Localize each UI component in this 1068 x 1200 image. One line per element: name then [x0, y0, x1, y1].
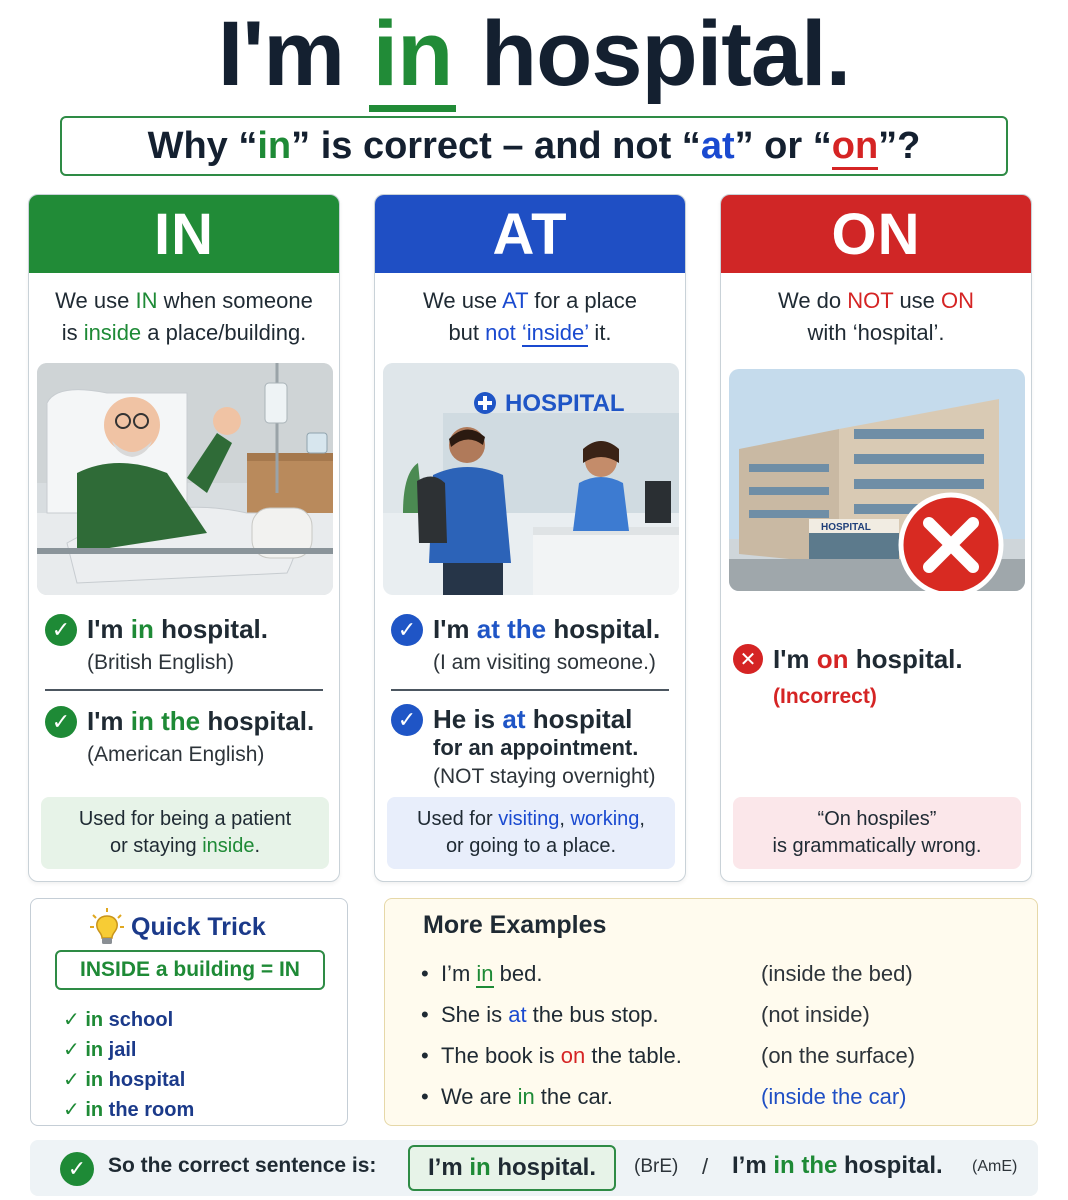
desc-keyword: inside — [83, 320, 142, 345]
example-text: The book is — [440, 1043, 561, 1068]
subtitle-part: Why “ — [147, 125, 258, 167]
example-text: I'm — [773, 644, 817, 674]
desc-text: We do — [777, 288, 848, 313]
title-text-end: hospital. — [456, 3, 851, 105]
item-keyword: in — [85, 1039, 104, 1061]
desc-text: We use — [55, 288, 136, 313]
example-text: We are — [440, 1084, 518, 1109]
desc-text: a place/building. — [141, 320, 307, 345]
desc-text: for a place — [528, 288, 638, 313]
at-description — [389, 285, 671, 349]
divider — [391, 689, 669, 691]
list-item — [421, 953, 1021, 994]
example-text: I'm — [87, 614, 131, 644]
example-text: for an appointment. — [433, 735, 639, 760]
example-note: (on the surface) — [761, 1043, 916, 1068]
ame-tag: (AmE) — [972, 1158, 1018, 1175]
desc-text: it. — [588, 320, 612, 345]
on-header: ON — [721, 195, 1031, 273]
example-keyword: in — [517, 1084, 535, 1109]
patient-in-bed-illustration — [37, 363, 333, 595]
example-text: I’m — [440, 961, 477, 986]
separator: / — [702, 1154, 709, 1179]
example-keyword: at the — [476, 614, 547, 644]
example-text: He is — [433, 704, 503, 734]
example-keyword: in — [130, 614, 154, 644]
example-text: I'm — [87, 706, 131, 736]
quick-trick-rule: INSIDE a building = IN — [55, 950, 325, 990]
note-text: . — [254, 835, 261, 857]
desc-keyword: ON — [941, 288, 975, 313]
more-examples-box — [384, 898, 1038, 1126]
building-sign-text: HOSPITAL — [821, 522, 871, 533]
example-text: the bus stop. — [526, 1002, 659, 1027]
example-text: hospital. — [153, 614, 268, 644]
subtitle-part: ” is correct – and not “ — [291, 125, 701, 167]
list-item — [63, 1005, 194, 1035]
subtitle-part: ” or “ — [734, 125, 832, 167]
list-item — [63, 1035, 194, 1065]
sentence-keyword: in the — [773, 1152, 838, 1179]
item-text: hospital — [103, 1069, 186, 1091]
desc-keyword: AT — [502, 288, 529, 313]
bre-tag: (BrE) — [634, 1156, 679, 1177]
check-icon: ✓ — [63, 1039, 86, 1061]
desc-text: with ‘hospital’. — [807, 320, 945, 345]
in-description — [43, 285, 325, 349]
more-examples-title: More Examples — [423, 911, 607, 939]
quick-trick-list — [63, 1005, 194, 1125]
note-keyword: working — [570, 808, 640, 830]
check-icon: ✓ — [45, 706, 77, 738]
title-highlight: in — [369, 3, 457, 112]
subtitle-box — [60, 116, 1008, 176]
in-header: IN — [29, 195, 339, 273]
sentence-text: hospital. — [490, 1154, 596, 1181]
item-text: jail — [103, 1039, 137, 1061]
example-note: (British English) — [87, 651, 235, 674]
item-keyword: in — [85, 1099, 104, 1121]
example-keyword: at — [502, 704, 526, 734]
list-item — [63, 1095, 194, 1125]
list-item — [421, 1035, 1021, 1076]
note-keyword: inside — [202, 835, 255, 857]
note-text: is grammatically wrong. — [772, 835, 982, 857]
at-example-2 — [391, 703, 656, 791]
more-examples-list — [421, 953, 1021, 1117]
check-icon: ✓ — [391, 704, 423, 736]
check-icon: ✓ — [391, 614, 423, 646]
desc-text: use — [893, 288, 942, 313]
list-item — [421, 994, 1021, 1035]
example-text: bed. — [493, 961, 543, 986]
example-text: hospital. — [200, 706, 315, 736]
example-text: hospital. — [848, 644, 963, 674]
example-note: (NOT staying overnight) — [433, 765, 656, 788]
on-column — [720, 194, 1032, 882]
note-keyword: visiting — [498, 808, 560, 830]
quick-trick-heading — [89, 907, 266, 947]
conclusion-bar — [30, 1140, 1038, 1196]
check-icon: ✓ — [63, 1069, 86, 1091]
at-header: AT — [375, 195, 685, 273]
desc-text: but — [448, 320, 486, 345]
note-text: “On hospiles” — [817, 808, 937, 830]
desc-keyword: IN — [135, 288, 158, 313]
item-keyword: in — [85, 1009, 104, 1031]
in-usage-note — [41, 797, 329, 869]
quick-trick-box — [30, 898, 348, 1126]
on-description — [735, 285, 1017, 349]
cross-icon: ✕ — [733, 644, 763, 674]
note-text: , — [559, 808, 571, 830]
desc-text: is — [61, 320, 84, 345]
list-item — [421, 1076, 1021, 1117]
example-note: (not inside) — [761, 1002, 870, 1027]
desc-keyword: NOT — [847, 288, 894, 313]
at-usage-note — [387, 797, 675, 869]
example-text: She is — [440, 1002, 509, 1027]
example-note: (Incorrect) — [773, 685, 877, 708]
note-text: Used for — [417, 808, 499, 830]
page-title — [0, 2, 1068, 106]
example-text: I'm — [433, 614, 477, 644]
example-keyword: in — [476, 961, 494, 986]
correct-sentence-bre — [408, 1145, 616, 1191]
item-keyword: in — [85, 1069, 104, 1091]
in-example-1 — [45, 613, 268, 677]
check-icon: ✓ — [60, 1152, 94, 1186]
note-text: Used for being a patient — [78, 808, 292, 830]
example-keyword: on — [816, 644, 849, 674]
note-text: , — [639, 808, 645, 830]
desc-keyword: not — [485, 320, 516, 345]
sentence-text: I’m — [427, 1154, 470, 1181]
quick-trick-title: Quick Trick — [131, 912, 266, 941]
example-keyword: in the — [130, 706, 201, 736]
in-example-2 — [45, 705, 314, 769]
item-text: school — [103, 1009, 174, 1031]
example-note: (inside the bed) — [761, 961, 913, 986]
lightbulb-icon — [89, 907, 125, 947]
list-item — [63, 1065, 194, 1095]
at-column — [374, 194, 686, 882]
subtitle-on: on — [832, 125, 878, 170]
correct-sentence-ame — [732, 1152, 943, 1180]
desc-keyword: ‘inside’ — [521, 320, 589, 345]
check-icon: ✓ — [45, 614, 77, 646]
example-keyword: on — [560, 1043, 586, 1068]
sentence-text: hospital. — [837, 1152, 943, 1179]
bullet-icon: • — [421, 1002, 441, 1027]
example-note: (inside the car) — [761, 1084, 907, 1109]
example-text: the table. — [585, 1043, 682, 1068]
item-text: the room — [103, 1099, 195, 1121]
hospital-reception-illustration — [383, 363, 679, 595]
on-usage-note — [733, 797, 1021, 869]
desc-text: We use — [422, 288, 503, 313]
at-example-1 — [391, 613, 660, 677]
example-text: the car. — [534, 1084, 613, 1109]
bullet-icon: • — [421, 1043, 441, 1068]
title-text: I'm — [217, 3, 369, 105]
subtitle-in: in — [257, 125, 292, 167]
check-icon: ✓ — [63, 1099, 86, 1121]
example-note: (I am visiting someone.) — [433, 651, 656, 674]
example-keyword: at — [508, 1002, 527, 1027]
sentence-keyword: in — [469, 1154, 491, 1181]
example-note: (American English) — [87, 743, 265, 766]
bullet-icon: • — [421, 961, 441, 986]
divider — [45, 689, 323, 691]
subtitle-part: ”? — [878, 125, 921, 167]
on-example-1 — [733, 643, 963, 711]
hospital-building-illustration — [729, 369, 1025, 591]
subtitle-at: at — [700, 125, 735, 167]
check-icon: ✓ — [63, 1009, 86, 1031]
in-column — [28, 194, 340, 882]
desc-text: when someone — [157, 288, 313, 313]
note-text: or staying — [109, 835, 203, 857]
example-text: hospital — [525, 704, 633, 734]
example-text: hospital. — [546, 614, 661, 644]
sentence-text: I’m — [732, 1152, 774, 1179]
note-text: or going to a place. — [445, 835, 617, 857]
bullet-icon: • — [421, 1084, 441, 1109]
conclusion-lead: So the correct sentence is: — [108, 1154, 377, 1177]
hospital-sign-text: HOSPITAL — [505, 390, 625, 417]
